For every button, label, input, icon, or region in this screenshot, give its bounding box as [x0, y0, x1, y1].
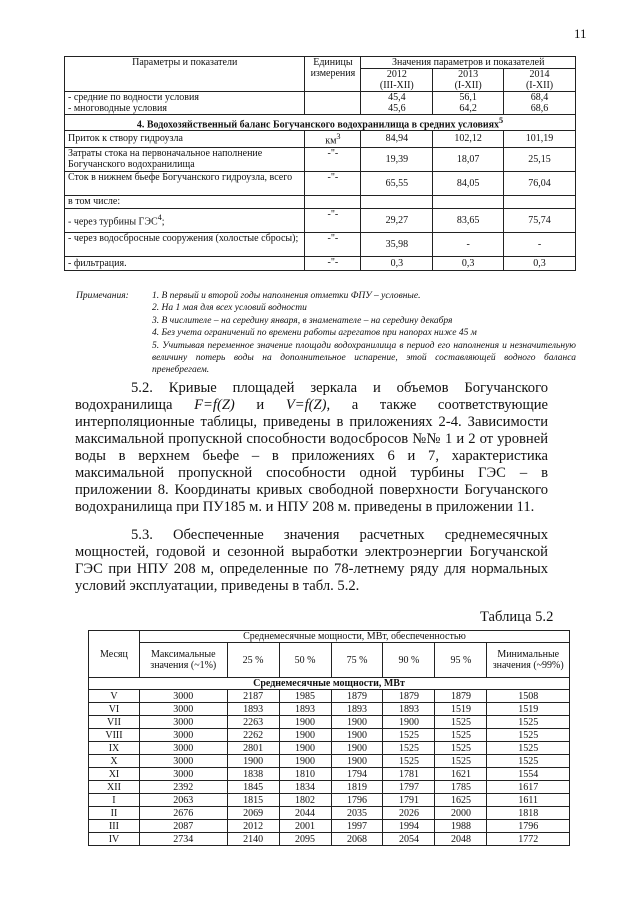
value-cell: 2140 — [227, 833, 279, 846]
row-label-tail: ; — [161, 216, 165, 228]
note-item: 3. В числителе – на середину января, в знаменателе – на середину декабря — [152, 315, 453, 326]
value-cell: 1997 — [331, 820, 383, 833]
value-cell: 1525 — [383, 742, 435, 755]
column-header: 90 % — [383, 643, 435, 678]
row-label-text: - через турбины ГЭС — [68, 216, 158, 228]
value-cell: 2734 — [139, 833, 227, 846]
row-value: - — [504, 232, 576, 256]
column-header: Минимальные значения (~99%) — [487, 643, 570, 678]
value-cell: 1554 — [487, 768, 570, 781]
value-cell: 1785 — [435, 781, 487, 794]
table-row — [65, 131, 576, 147]
value-cell: 1772 — [487, 833, 570, 846]
row-label — [65, 256, 305, 270]
unit-power: 3 — [336, 132, 341, 142]
month-header: Месяц — [89, 631, 140, 678]
table-row — [89, 703, 570, 716]
group-header: Среднемесячные мощности, МВт, обеспеченностью — [139, 631, 569, 643]
row-label-text: - через водосбросные сооружения (холостые сбросы); — [68, 232, 299, 244]
value-cell: 1525 — [435, 716, 487, 729]
unit-text: -"- — [327, 171, 339, 183]
value-cell: 1802 — [279, 794, 331, 807]
unit-text: -"- — [327, 232, 339, 244]
value-cell: 1611 — [487, 794, 570, 807]
value-cell: 1525 — [435, 729, 487, 742]
year: 2014 — [529, 69, 550, 80]
value-cell: 1525 — [435, 755, 487, 768]
power-table — [88, 630, 570, 846]
table-caption: Таблица 5.2 — [480, 609, 554, 625]
value-cell: 1893 — [279, 703, 331, 716]
year-header — [433, 69, 504, 92]
value-cell: 1525 — [383, 755, 435, 768]
row-value: 68,6 — [504, 103, 576, 115]
month-cell: VIII — [89, 729, 140, 742]
table-row — [89, 833, 570, 846]
row-value: 75,74 — [504, 208, 576, 232]
value-cell: 1625 — [435, 794, 487, 807]
notes-list — [152, 290, 576, 377]
value-cell: 3000 — [139, 690, 227, 703]
month-cell: VI — [89, 703, 140, 716]
table-row — [65, 208, 576, 232]
column-header: 25 % — [227, 643, 279, 678]
table-row — [89, 690, 570, 703]
value-cell: 2392 — [139, 781, 227, 794]
row-value: 102,12 — [433, 131, 504, 147]
row-value — [433, 195, 504, 208]
values-header: Значения параметров и показателей — [361, 57, 576, 69]
value-cell: 2263 — [227, 716, 279, 729]
parameters-table — [64, 56, 576, 271]
row-value: 84,05 — [433, 171, 504, 195]
value-cell: 1815 — [227, 794, 279, 807]
value-cell: 1525 — [487, 729, 570, 742]
column-header: 95 % — [435, 643, 487, 678]
row-value: 0,3 — [504, 256, 576, 270]
row-label-text: Приток к створу гидроузла — [68, 133, 183, 145]
value-cell: 2095 — [279, 833, 331, 846]
column-header: 50 % — [279, 643, 331, 678]
year-period: (III-XII) — [379, 80, 414, 91]
value-cell: 1810 — [279, 768, 331, 781]
value-cell: 1985 — [279, 690, 331, 703]
unit-text: -"- — [327, 208, 339, 220]
value-cell: 1791 — [383, 794, 435, 807]
value-cell: 1519 — [487, 703, 570, 716]
value-cell: 1900 — [279, 729, 331, 742]
value-cell: 2035 — [331, 807, 383, 820]
row-value: 84,94 — [361, 131, 433, 147]
value-cell: 1900 — [331, 729, 383, 742]
table-row — [89, 716, 570, 729]
value-cell: 3000 — [139, 716, 227, 729]
year: 2012 — [386, 69, 407, 80]
unit-header-line1: Единицы — [313, 57, 353, 68]
value-cell: 1893 — [383, 703, 435, 716]
row-value: 18,07 — [433, 147, 504, 171]
table-row — [89, 729, 570, 742]
note-item: 2. На 1 мая для всех условий водности — [152, 303, 307, 314]
month-cell: VII — [89, 716, 140, 729]
notes-label: Примечания: — [76, 291, 129, 301]
paragraph-5-3: 5.3. Обеспеченные значения расчетных среднемесячных мощностей, годовой и сезонной выработки электроэнергии Богучанской ГЭС при НПУ 208 м, определенные по 78-летнему ряду для нормальных условий эксплуатации, приведены в табл. 5.2. — [75, 527, 548, 594]
month-cell: III — [89, 820, 140, 833]
value-cell: 1834 — [279, 781, 331, 794]
value-cell: 2262 — [227, 729, 279, 742]
value-cell: 1900 — [383, 716, 435, 729]
value-cell: 1525 — [487, 755, 570, 768]
month-cell: XII — [89, 781, 140, 794]
row-label: - средние по водности условия — [65, 92, 305, 104]
month-cell: V — [89, 690, 140, 703]
section-text: 4. Водохозяйственный баланс Богучанского водохранилища в средних условиях — [136, 119, 500, 131]
note-item: 5. Учитывая переменное значение площади водохранилища в период его наполнения и незначительную величину потерь воды на дополнительное испарение, этой составляющей водного баланса пренебрегаем. — [152, 340, 576, 376]
row-label — [65, 147, 305, 171]
row-value: 29,27 — [361, 208, 433, 232]
row-value — [504, 195, 576, 208]
value-cell: 1893 — [331, 703, 383, 716]
table-row — [89, 742, 570, 755]
value-cell: 3000 — [139, 729, 227, 742]
value-cell: 1794 — [331, 768, 383, 781]
row-value: 64,2 — [433, 103, 504, 115]
table-row — [65, 92, 576, 104]
value-cell: 1525 — [435, 742, 487, 755]
page-number: 11 — [574, 26, 587, 41]
row-label — [65, 171, 305, 195]
section-footnote: 5 — [499, 116, 504, 125]
row-value: 45,6 — [361, 103, 433, 115]
paragraph-5-2: 5.2. Кривые площадей зеркала и объемов Богучанского водохранилища F=f(Z) и V=f(Z), а также соответствующие интерполяционные таблицы, приведены в приложениях 2-4. Зависимости максимальной пропускной способности водосбросов №№ 1 и 2 от уровней воды в верхнем бьефе – в приложениях 6 и 7, характеристика максимальной пропускной способности одной турбины ГЭС – в приложении 8. Координаты кривых свободной поверхности Богучанского водохранилища при ПУ185 м. и НПУ 208 м. приведены в приложении 11. — [75, 380, 548, 515]
value-cell: 1900 — [279, 742, 331, 755]
row-label — [65, 232, 305, 256]
value-cell: 3000 — [139, 755, 227, 768]
table-row — [89, 781, 570, 794]
value-cell: 1525 — [487, 716, 570, 729]
row-label: - многоводные условия — [65, 103, 305, 115]
unit-text: -"- — [327, 147, 339, 159]
table-row — [89, 755, 570, 768]
table-row — [65, 147, 576, 171]
table-row — [89, 820, 570, 833]
row-unit — [305, 208, 361, 232]
value-cell: 1617 — [487, 781, 570, 794]
value-cell: 1621 — [435, 768, 487, 781]
value-cell: 2087 — [139, 820, 227, 833]
row-label — [65, 131, 305, 147]
value-cell: 2001 — [279, 820, 331, 833]
row-value: 76,04 — [504, 171, 576, 195]
value-cell: 1525 — [383, 729, 435, 742]
table-row — [89, 807, 570, 820]
value-cell: 1988 — [435, 820, 487, 833]
value-cell: 1900 — [331, 716, 383, 729]
unit-text: км — [325, 135, 337, 147]
row-value: 45,4 — [361, 92, 433, 104]
row-label-footnote: 4 — [157, 213, 162, 223]
row-label-text: - фильтрация. — [68, 257, 127, 269]
month-cell: I — [89, 794, 140, 807]
value-cell: 2801 — [227, 742, 279, 755]
table-row — [65, 256, 576, 270]
param-header: Параметры и показатели — [65, 57, 305, 92]
value-cell: 2044 — [279, 807, 331, 820]
value-cell: 3000 — [139, 742, 227, 755]
month-cell: XI — [89, 768, 140, 781]
value-cell: 2676 — [139, 807, 227, 820]
value-cell: 2068 — [331, 833, 383, 846]
table-row — [65, 195, 576, 208]
section-row — [65, 115, 576, 131]
value-cell: 1781 — [383, 768, 435, 781]
value-cell: 1838 — [227, 768, 279, 781]
row-value: 19,39 — [361, 147, 433, 171]
month-cell: IX — [89, 742, 140, 755]
value-cell: 1796 — [331, 794, 383, 807]
row-value: 56,1 — [433, 92, 504, 104]
column-header: 75 % — [331, 643, 383, 678]
unit-text: -"- — [327, 256, 339, 268]
value-cell: 1879 — [331, 690, 383, 703]
row-value: - — [433, 232, 504, 256]
row-value: 68,4 — [504, 92, 576, 104]
row-value: 25,15 — [504, 147, 576, 171]
value-cell: 2069 — [227, 807, 279, 820]
row-unit — [305, 92, 361, 104]
value-cell: 1525 — [487, 742, 570, 755]
row-label — [65, 195, 305, 208]
column-header: Максимальные значения (~1%) — [139, 643, 227, 678]
row-unit — [305, 147, 361, 171]
row-value: 65,55 — [361, 171, 433, 195]
row-label — [65, 208, 305, 232]
year-header — [504, 69, 576, 92]
row-label-text: Затраты стока на первоначальное наполнение Богучанского водохранилища — [68, 147, 263, 170]
year-period: (I-XII) — [454, 80, 482, 91]
value-cell: 1994 — [383, 820, 435, 833]
year-period: (I-XII) — [525, 80, 554, 91]
row-value: 101,19 — [504, 131, 576, 147]
value-cell: 1819 — [331, 781, 383, 794]
table-row — [89, 794, 570, 807]
row-label-text: в том числе: — [68, 196, 121, 208]
value-cell: 1845 — [227, 781, 279, 794]
row-unit — [305, 195, 361, 208]
value-cell: 1508 — [487, 690, 570, 703]
row-value: 0,3 — [361, 256, 433, 270]
value-cell: 2063 — [139, 794, 227, 807]
value-cell: 1879 — [435, 690, 487, 703]
value-cell: 2187 — [227, 690, 279, 703]
value-cell: 1900 — [331, 742, 383, 755]
value-cell: 1879 — [383, 690, 435, 703]
value-cell: 1900 — [279, 755, 331, 768]
value-cell: 1900 — [331, 755, 383, 768]
value-cell: 1900 — [279, 716, 331, 729]
row-value: 83,65 — [433, 208, 504, 232]
value-cell: 2048 — [435, 833, 487, 846]
table-row — [65, 103, 576, 115]
table-row — [65, 171, 576, 195]
month-cell: IV — [89, 833, 140, 846]
value-cell: 2026 — [383, 807, 435, 820]
value-cell: 1893 — [227, 703, 279, 716]
month-cell: X — [89, 755, 140, 768]
value-cell: 2012 — [227, 820, 279, 833]
value-cell: 3000 — [139, 768, 227, 781]
note-item: 1. В первый и второй годы наполнения отметки ФПУ – условные. — [152, 291, 421, 301]
value-cell: 1818 — [487, 807, 570, 820]
value-cell: 1796 — [487, 820, 570, 833]
value-cell: 1797 — [383, 781, 435, 794]
unit-header-line2: измерения — [310, 68, 356, 79]
unit-header — [305, 57, 361, 92]
value-cell: 3000 — [139, 703, 227, 716]
note-item: 4. Без учета ограничений по времени работы агрегатов при напорах ниже 45 м — [152, 328, 477, 339]
row-unit — [305, 256, 361, 270]
row-label-text: Сток в нижнем бьефе Богучанского гидроузла, всего — [68, 171, 293, 183]
year-header — [361, 69, 433, 92]
row-unit — [305, 131, 361, 147]
value-cell: 1900 — [227, 755, 279, 768]
month-cell: II — [89, 807, 140, 820]
row-value — [361, 195, 433, 208]
year: 2013 — [458, 69, 479, 80]
row-unit — [305, 171, 361, 195]
table-row — [65, 232, 576, 256]
table-row — [89, 768, 570, 781]
table-subheader: Среднемесячные мощности, МВт — [89, 678, 570, 690]
value-cell: 2000 — [435, 807, 487, 820]
value-cell: 1519 — [435, 703, 487, 716]
row-unit — [305, 232, 361, 256]
section-title — [65, 115, 576, 131]
value-cell: 2054 — [383, 833, 435, 846]
row-value: 0,3 — [433, 256, 504, 270]
row-unit — [305, 103, 361, 115]
row-value: 35,98 — [361, 232, 433, 256]
